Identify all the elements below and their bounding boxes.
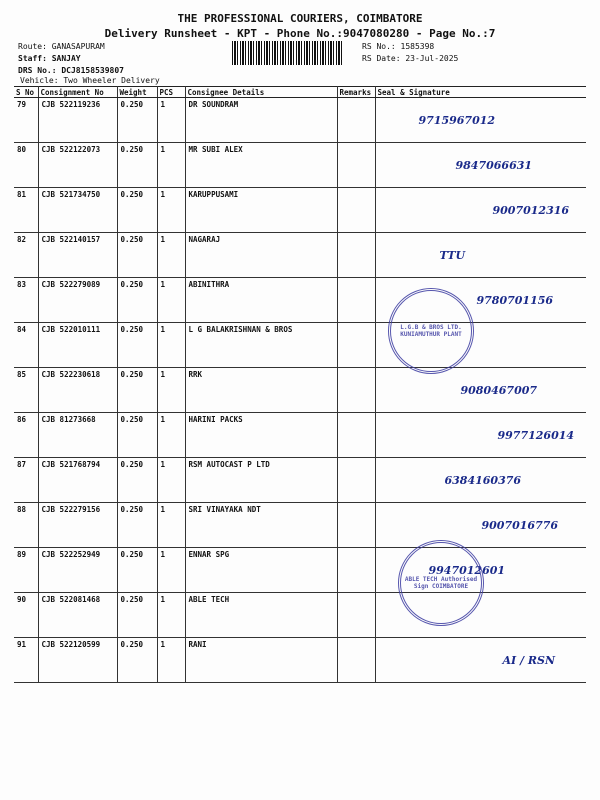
handwritten-signature: 6384160376 <box>444 474 522 487</box>
remarks-cell <box>337 503 375 548</box>
table-row <box>14 98 586 143</box>
cons-cell: CJB 81273668 <box>38 413 117 458</box>
cons-cell: CJB 522120599 <box>38 638 117 683</box>
handwritten-signature: TTU <box>439 249 466 262</box>
name-cell: ABLE TECH <box>185 593 337 638</box>
rs-number: RS No.: 1585398 <box>362 42 435 51</box>
cons-cell: CJB 522119236 <box>38 98 117 143</box>
table-row <box>14 143 586 188</box>
sig-cell <box>375 143 586 188</box>
remarks-cell <box>337 323 375 368</box>
name-cell: L G BALAKRISHNAN & BROS <box>185 323 337 368</box>
table-row <box>14 278 586 323</box>
name-cell: ABINITHRA <box>185 278 337 323</box>
sno-cell: 90 <box>14 593 38 638</box>
weight-cell: 0.250 <box>117 413 157 458</box>
remarks-cell <box>337 413 375 458</box>
sno-cell: 89 <box>14 548 38 593</box>
cons-cell: CJB 521768794 <box>38 458 117 503</box>
handwritten-signature: 9007012316 <box>492 204 570 217</box>
name-cell: NAGARAJ <box>185 233 337 278</box>
pcs-cell: 1 <box>157 233 185 278</box>
weight-cell: 0.250 <box>117 503 157 548</box>
cons-cell: CJB 522279089 <box>38 278 117 323</box>
sig-cell <box>375 368 586 413</box>
remarks-cell <box>337 638 375 683</box>
column-header: Consignment No <box>38 87 117 98</box>
column-header: Weight <box>117 87 157 98</box>
name-cell: RANI <box>185 638 337 683</box>
table-row <box>14 638 586 683</box>
company-title: THE PROFESSIONAL COURIERS, COIMBATORE <box>177 12 423 25</box>
column-header: Seal & Signature <box>375 87 586 98</box>
table-row <box>14 593 586 638</box>
table-row <box>14 233 586 278</box>
weight-cell: 0.250 <box>117 98 157 143</box>
staff: Staff: SANJAY <box>18 54 81 63</box>
sno-cell: 85 <box>14 368 38 413</box>
handwritten-signature: 9715967012 <box>418 114 496 127</box>
table-row <box>14 503 586 548</box>
table-header <box>14 87 586 98</box>
name-cell: MR SUBI ALEX <box>185 143 337 188</box>
sno-cell: 83 <box>14 278 38 323</box>
name-cell: KARUPPUSAMI <box>185 188 337 233</box>
handwritten-signature: 9947012601 <box>428 564 506 577</box>
sig-cell <box>375 638 586 683</box>
pcs-cell: 1 <box>157 188 185 233</box>
remarks-cell <box>337 143 375 188</box>
sig-cell <box>375 458 586 503</box>
route: Route: GANASAPURAM <box>18 42 105 51</box>
weight-cell: 0.250 <box>117 233 157 278</box>
pcs-cell: 1 <box>157 503 185 548</box>
stamp-text: ABLE TECH Authorised Sign COIMBATORE <box>404 576 478 590</box>
sno-cell: 87 <box>14 458 38 503</box>
runsheet-table <box>14 86 586 683</box>
weight-cell: 0.250 <box>117 593 157 638</box>
sno-cell: 86 <box>14 413 38 458</box>
name-cell: ENNAR SPG <box>185 548 337 593</box>
column-header: PCS <box>157 87 185 98</box>
name-cell: RRK <box>185 368 337 413</box>
pcs-cell: 1 <box>157 278 185 323</box>
table-row <box>14 413 586 458</box>
cons-cell: CJB 522010111 <box>38 323 117 368</box>
handwritten-signature: 9977126014 <box>497 429 575 442</box>
handwritten-signature: 9847066631 <box>455 159 533 172</box>
table-row <box>14 548 586 593</box>
sig-cell <box>375 233 586 278</box>
pcs-cell: 1 <box>157 638 185 683</box>
remarks-cell <box>337 188 375 233</box>
weight-cell: 0.250 <box>117 638 157 683</box>
weight-cell: 0.250 <box>117 548 157 593</box>
name-cell: HARINI PACKS <box>185 413 337 458</box>
weight-cell: 0.250 <box>117 143 157 188</box>
pcs-cell: 1 <box>157 593 185 638</box>
sno-cell: 79 <box>14 98 38 143</box>
table-row <box>14 188 586 233</box>
column-header: Remarks <box>337 87 375 98</box>
sno-cell: 84 <box>14 323 38 368</box>
barcode <box>232 41 342 65</box>
sno-cell: 82 <box>14 233 38 278</box>
cons-cell: CJB 522230618 <box>38 368 117 413</box>
weight-cell: 0.250 <box>117 458 157 503</box>
remarks-cell <box>337 233 375 278</box>
remarks-cell <box>337 98 375 143</box>
name-cell: DR SOUNDRAM <box>185 98 337 143</box>
weight-cell: 0.250 <box>117 188 157 233</box>
sno-cell: 80 <box>14 143 38 188</box>
pcs-cell: 1 <box>157 458 185 503</box>
cons-cell: CJB 522252949 <box>38 548 117 593</box>
drs-number: DRS No.: DCJ8158539807 <box>18 66 124 75</box>
pcs-cell: 1 <box>157 323 185 368</box>
weight-cell: 0.250 <box>117 323 157 368</box>
rs-date: RS Date: 23-Jul-2025 <box>362 54 459 63</box>
runsheet-subtitle: Delivery Runsheet - KPT - Phone No.:9047080280 - Page No.:7 <box>104 27 496 40</box>
sig-cell <box>375 188 586 233</box>
pcs-cell: 1 <box>157 368 185 413</box>
pcs-cell: 1 <box>157 413 185 458</box>
cons-cell: CJB 522140157 <box>38 233 117 278</box>
vehicle: Vehicle: Two Wheeler Delivery <box>20 76 160 85</box>
remarks-cell <box>337 368 375 413</box>
pcs-cell: 1 <box>157 143 185 188</box>
sno-cell: 81 <box>14 188 38 233</box>
cons-cell: CJB 522081468 <box>38 593 117 638</box>
name-cell: SRI VINAYAKA NDT <box>185 503 337 548</box>
weight-cell: 0.250 <box>117 278 157 323</box>
weight-cell: 0.250 <box>117 368 157 413</box>
cons-cell: CJB 522122073 <box>38 143 117 188</box>
handwritten-signature: AI / RSN <box>502 654 555 667</box>
handwritten-signature: 9007016776 <box>481 519 559 532</box>
table-row <box>14 368 586 413</box>
sig-cell <box>375 98 586 143</box>
sig-cell <box>375 503 586 548</box>
handwritten-signature: 9780701156 <box>476 294 554 307</box>
column-header: S No <box>14 87 38 98</box>
sno-cell: 91 <box>14 638 38 683</box>
cons-cell: CJB 522279156 <box>38 503 117 548</box>
pcs-cell: 1 <box>157 548 185 593</box>
remarks-cell <box>337 458 375 503</box>
remarks-cell <box>337 548 375 593</box>
handwritten-signature: 9080467007 <box>460 384 538 397</box>
cons-cell: CJB 521734750 <box>38 188 117 233</box>
table-row <box>14 323 586 368</box>
sno-cell: 88 <box>14 503 38 548</box>
company-stamp <box>388 288 474 374</box>
table-row <box>14 458 586 503</box>
company-stamp <box>398 540 484 626</box>
column-header: Consignee Details <box>185 87 337 98</box>
stamp-text: L.G.B & BROS LTD. KUNIAMUTHUR PLANT <box>400 324 462 338</box>
pcs-cell: 1 <box>157 98 185 143</box>
name-cell: RSM AUTOCAST P LTD <box>185 458 337 503</box>
remarks-cell <box>337 593 375 638</box>
remarks-cell <box>337 278 375 323</box>
sig-cell <box>375 413 586 458</box>
